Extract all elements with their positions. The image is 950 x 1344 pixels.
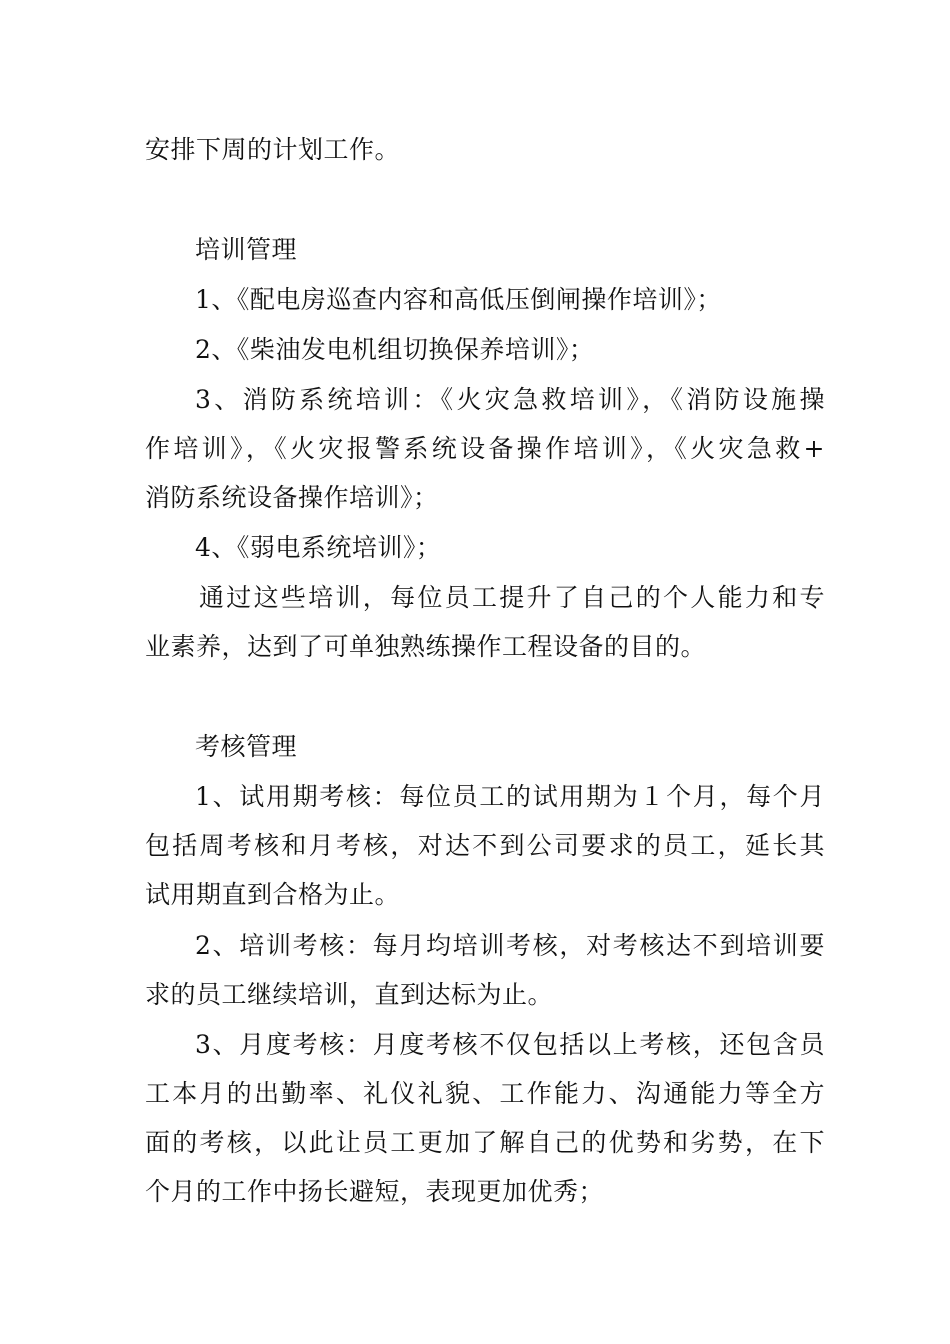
training-item-3: 3、消防系统培训：《火灾急救培训》，《消防设施操 xyxy=(195,385,825,414)
training-item-1: 1、《配电房巡查内容和高低压倒闸操作培训》； xyxy=(195,285,722,314)
assessment-item-2-cont: 求的员工继续培训，直到达标为止。 xyxy=(145,980,554,1009)
assessment-item-3-cont: 面的考核，以此让员工更加了解自己的优势和劣势，在下 xyxy=(145,1128,825,1157)
training-summary: 通过这些培训，每位员工提升了自己的个人能力和专 xyxy=(199,583,825,612)
assessment-item-3: 3、月度考核：月度考核不仅包括以上考核，还包含员 xyxy=(195,1030,825,1059)
assessment-item-3-cont: 工本月的出勤率、礼仪礼貌、工作能力、沟通能力等全方 xyxy=(145,1079,825,1108)
training-summary-cont: 业素养，达到了可单独熟练操作工程设备的目的。 xyxy=(145,632,707,661)
assessment-item-2: 2、培训考核：每月均培训考核，对考核达不到培训要 xyxy=(195,931,825,960)
section-heading-training: 培训管理 xyxy=(195,235,298,264)
text-line: 安排下周的计划工作。 xyxy=(145,135,401,164)
training-item-4: 4、《弱电系统培训》； xyxy=(195,533,442,562)
section-heading-assessment: 考核管理 xyxy=(195,732,298,761)
training-item-2: 2、《柴油发电机组切换保养培训》； xyxy=(195,335,595,364)
training-item-3-cont: 作培训》，《火灾报警系统设备操作培训》，《火灾急救+ xyxy=(145,434,825,463)
assessment-item-1: 1、试用期考核：每位员工的试用期为１个月，每个月 xyxy=(195,782,825,811)
assessment-item-1-cont: 试用期直到合格为止。 xyxy=(145,880,401,909)
training-item-3-cont: 消防系统设备操作培训》； xyxy=(145,483,439,512)
assessment-item-1-cont: 包括周考核和月考核，对达不到公司要求的员工，延长其 xyxy=(145,831,825,860)
assessment-item-3-cont: 个月的工作中扬长避短，表现更加优秀； xyxy=(145,1177,605,1206)
